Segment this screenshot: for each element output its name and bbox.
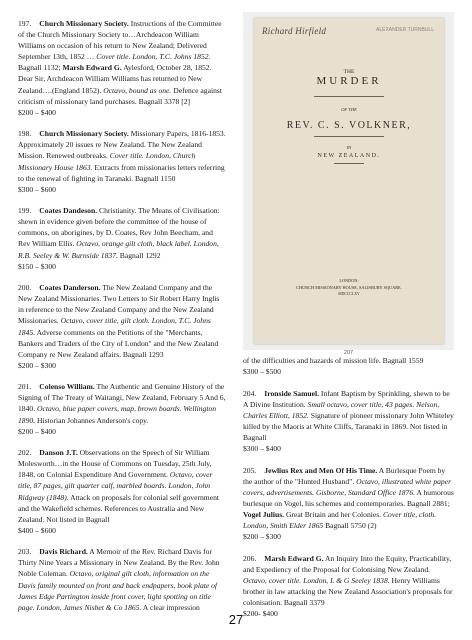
entry-description-italic: Octavo, bound as one. bbox=[103, 85, 172, 95]
entry-title: Colenso William. bbox=[39, 382, 95, 392]
catalogue-entry bbox=[18, 205, 226, 272]
divider bbox=[334, 163, 364, 164]
library-stamp: ALEXANDER TURNBULL bbox=[376, 27, 434, 33]
catalogue-entry bbox=[243, 465, 454, 543]
entry-title: Jewlius Rex and Men Of His Time. bbox=[264, 465, 378, 475]
entry-number: 201. bbox=[18, 382, 32, 392]
pamphlet-name: REV. C. S. VOLKNER, bbox=[286, 120, 412, 131]
entry-price: $200 – $400 bbox=[18, 426, 56, 436]
catalogue-entry bbox=[18, 381, 226, 436]
entry-description-italic: Octavo, illustrated white paper covers, advertisements. Gisborne, Standard Office 1876. bbox=[243, 476, 452, 497]
entry-description-italic: Octavo, cover title, 87 pages, gilt quarter calf, marbled boards. London, John Ridgway (1848). bbox=[18, 470, 213, 502]
entry-description-italic: Cover title. London, Church Missionary House 1863. bbox=[18, 151, 196, 172]
entry-cross-reference: Marsh Edward G. bbox=[62, 63, 122, 73]
entry-description: Signature of pioneer missionary John Whiteley killed by the Maoris at White Cliffs, Taranaki in 1869. Not listed in Bagnall bbox=[243, 410, 454, 442]
pamphlet-new-zealand: NEW ZEALAND. bbox=[317, 153, 381, 159]
entry-title: Davis Richard. bbox=[39, 547, 88, 557]
continued-text: of the difficulties and hazards of mission life. Bagnall 1559 bbox=[243, 356, 424, 365]
entry-price: $200 – $300 bbox=[18, 360, 56, 370]
entry-description: Infant Baptism by Sprinkling, shewn to be A Divine Institution. bbox=[243, 388, 450, 409]
pamphlet-publisher: CHURCH MISSIONARY HOUSE, SALISBURY SQUARE. bbox=[296, 285, 402, 290]
right-column bbox=[243, 12, 454, 630]
entry-description-italic: Octavo, orange gilt cloth, black label. London, R.B. Seeley & W. Burnside 1837. bbox=[18, 239, 219, 260]
entry-description: Great Britain and her Colonies. bbox=[284, 509, 383, 519]
entry-description: Bagnall 5750 (2) bbox=[323, 521, 377, 530]
entry-description: Christianity. The Means of Civilisation: shewn in evidence given before the committee of the house of commons, on aborigines, by D. Coates, Rev John Beecham, and Rev William Ellis. bbox=[18, 206, 220, 249]
pamphlet-in: IN bbox=[346, 145, 352, 150]
entry-title: Marsh Edward G. bbox=[264, 553, 324, 563]
entry-title: Coates Dandeson. bbox=[39, 206, 98, 216]
pamphlet-murder: MURDER bbox=[316, 75, 382, 87]
entry-number: 199. bbox=[18, 206, 32, 216]
entry-description-italic: Small octavo, cover title, 43 pages. Nelson, Charles Elliott, 1852. bbox=[243, 399, 440, 420]
entry-price: $300 – $400 bbox=[243, 444, 281, 454]
entry-description: Aylesford, October 28, 1852. Dear Sir, Archdeacon William Williams has returned to New Zealand….(England 1852). bbox=[18, 63, 212, 95]
right-entries bbox=[243, 388, 454, 620]
entry-description-italic: Octavo, blue paper covers, map, brown boards. Wellington 1890. bbox=[18, 404, 217, 425]
entry-description: A Burlesque Poem by the author of the "Hunted Husband". bbox=[243, 465, 446, 486]
continued-price: $300 – $500 bbox=[243, 367, 281, 377]
entry-description-italic: Octavo, cover title, gilt cloth. London, T.C. Johns 1845. bbox=[18, 316, 211, 337]
pamphlet-publisher-city: LONDON: bbox=[339, 278, 359, 283]
entry-title: Danson J.T. bbox=[39, 448, 78, 458]
entry-description: Bagnall 1132; bbox=[18, 63, 63, 73]
entry-description: The Authentic and Genuine History of the Signing of The Treaty of Waitangi, New Zealand, February 5 And 6, 1840. bbox=[18, 382, 226, 414]
entry-description: The New Zealand Company and the New Zealand Missionaries. Two Letters to Sir Robert Harry Inglis in reference to the New Zealand Company and the New Zealand Missionaries. bbox=[18, 283, 220, 326]
catalogue-entry bbox=[243, 388, 454, 455]
entry-number: 200. bbox=[18, 283, 32, 293]
entry-title: Church Missionary Society. bbox=[39, 129, 129, 139]
entry-description: Henry Williams brother in law attacking the New Zealand Association's proposals for colonisation. Bagnall 3379 bbox=[243, 575, 453, 607]
entry-description: Defence against criticism of missionary land purchases. Bagnall 3378 [2] bbox=[18, 85, 222, 106]
entry-number: 205. bbox=[243, 465, 257, 475]
catalogue-entry bbox=[18, 18, 226, 118]
catalogue-entry bbox=[18, 546, 226, 613]
entry-description: Instructions of the Committee of the Church Missionary Society to…Archdeacon William Williams on occasion of his return to New Zealand; Delivered September 13th, 1852 … bbox=[18, 19, 222, 62]
divider bbox=[314, 136, 384, 137]
entry-description: Observations on the Speech of Sir William Molesworth…in the House of Commons on Tuesday, 25th July, 1848, on Colonial Expenditure And Government. bbox=[18, 448, 212, 480]
divider bbox=[314, 96, 384, 97]
pamphlet-image bbox=[254, 18, 444, 344]
entry-title: Coates Danderson. bbox=[39, 283, 101, 293]
entry-price: $200- $400 bbox=[243, 609, 278, 619]
entry-description: A clear impression bbox=[141, 602, 200, 612]
page-number: 27 bbox=[228, 612, 244, 627]
entry-description-italic: Cover title. London, T.C. Johns 1852. bbox=[96, 52, 211, 62]
pamphlet-of-the: OF THE bbox=[341, 107, 357, 112]
catalogue-entry bbox=[18, 447, 226, 536]
entry-number: 198. bbox=[18, 129, 32, 139]
catalogue-entry bbox=[243, 553, 454, 620]
entry-number: 204. bbox=[243, 388, 257, 398]
entry-description: Attack on proposals for colonial self government and the Wakefield schemes. References to Australia and New Zealand. Not listed in Bagnall bbox=[18, 492, 219, 524]
figure-caption: 207 bbox=[343, 349, 354, 356]
entry-description: Bagnall 1292 bbox=[117, 250, 161, 260]
entry-description: Adverse comments on the Petitions of the "Merchants, Bankers and Traders of the City of London" and the New Zealand Company re New Zealand affairs. Bagnall 1293 bbox=[18, 327, 219, 359]
entry-description: A Memoir of the Rev. Richard Davis for Thirty Nine Years a Missionary in New Zealand. By the Rev. John Noble Coleman. bbox=[18, 547, 220, 579]
pamphlet-year: MDCCCLXV bbox=[338, 292, 360, 296]
entry-description: Missionary Papers, 1816-1853. Approximately 20 issues re New Zealand. The New Zealand Mission. Renewed outbreaks. bbox=[18, 129, 226, 161]
entry-number: 203. bbox=[18, 547, 32, 557]
entry-description: A humorous burlesque on Vogel, his schemes and contemporaries. Bagnall 2881; bbox=[243, 487, 454, 508]
entry-number: 197. bbox=[18, 19, 32, 28]
entry-title: Church Missionary Society. bbox=[39, 19, 129, 28]
entry-description-italic: Cover title, cloth. London, Smith Elder 1865 bbox=[243, 509, 437, 530]
catalogue-entry bbox=[18, 282, 226, 371]
entry-description-italic: Octavo, cover title. London, L & G Seeley 1838. bbox=[243, 575, 390, 585]
left-column bbox=[18, 12, 226, 623]
catalogue-figure bbox=[243, 12, 454, 356]
entry-description-italic: Octavo, original gilt cloth, information on the Davis family mounted on front and back endpapers, book plate of James Edge Partington inside front cover, light spotting on title page. London, James Nisbet & Co 1865. bbox=[18, 569, 218, 612]
entry-price: $400 – $600 bbox=[18, 525, 56, 535]
entry-price: $200 – $300 bbox=[243, 532, 281, 542]
entry-price: $300 – $600 bbox=[18, 184, 56, 194]
entry-description: An Inquiry Into the Equity, Practicability, and Expediency of the Proposal for Colonising New Zealand. bbox=[243, 553, 452, 574]
entry-number: 206. bbox=[243, 553, 257, 563]
entry-description: Historian Johannes Anderson's copy. bbox=[35, 415, 149, 425]
entry-price: $200 – $400 bbox=[18, 107, 56, 117]
catalogue-entry bbox=[18, 128, 226, 195]
entry-cross-reference: Vogel Julius. bbox=[243, 509, 285, 519]
handwritten-signature: Richard Hirfield bbox=[262, 26, 327, 36]
entry-number: 202. bbox=[18, 448, 32, 458]
entry-title: Ironside Samuel. bbox=[264, 388, 320, 398]
pamphlet-the: THE bbox=[343, 69, 355, 75]
entry-description: Extracts from missionaries letters referring to the renewal of fighting in Taranaki. Bagnall 1150 bbox=[18, 162, 225, 183]
entry-price: $150 – $300 bbox=[18, 261, 56, 271]
